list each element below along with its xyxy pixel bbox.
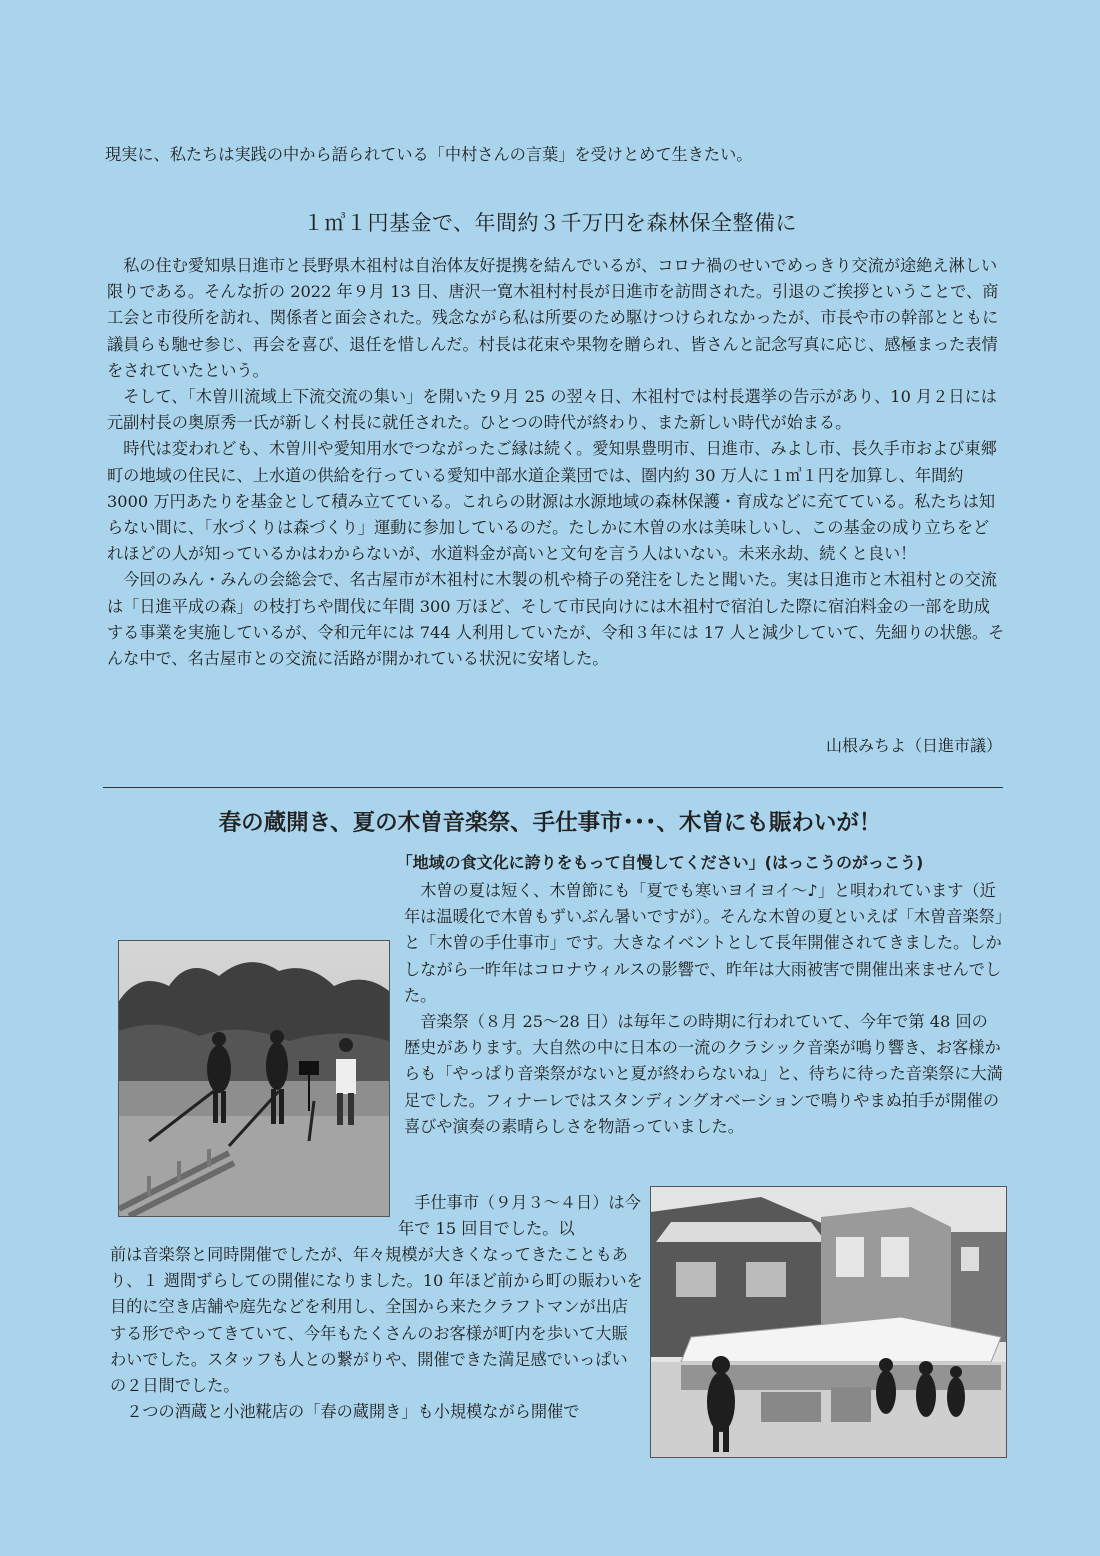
article2-body-bottom <box>110 1242 643 1425</box>
article1-paragraph: そして、「木曽川流域上下流交流の集い」を開いた９月 25 の翌々日、木祖村では村長選挙の告示があり、10 月２日には元副村長の奥原秀一氏が新しく村長に就任された。ひとつの時代が終わり、また新しい時代が始まる。 <box>107 387 997 433</box>
section-divider <box>103 787 1003 788</box>
article2-body-top <box>404 878 1004 1140</box>
article1-paragraph: 時代は変われども、木曽川や愛知用水でつながったご縁は続く。愛知県豊明市、日進市、みよし市、長久手市および東郷町の地域の住民に、上水道の供給を行っている愛知中部水道企業団では、圏内約 30 万人に１㎥１円を加算し、年間約 3000 万円あたりを基金として積み立てている。これらの財源は水源地域の森林保護・育成などに充てている。私たちは知らない間に、「水づくりは森づくり」運動に参加しているのだ。たしかに木曽の水は美味しいし、この基金の成り立ちをどれほどの人が知っているかはわからないが、水道料金が高いと文句を言う人はいない。未来永劫、続くと良い！ <box>107 439 997 564</box>
article1-signature: 山根みちよ（日進市議） <box>825 736 1002 755</box>
article2-paragraph: ２つの酒蔵と小池糀店の「春の蔵開き」も小規模ながら開催で <box>126 1402 580 1422</box>
article1-paragraph: 私の住む愛知県日進市と長野県木祖村は自治体友好提携を結んでいるが、コロナ禍のせいでめっきり交流が途絶え淋しい限りである。そんな折の 2022 年９月 13 日、唐沢一寛木祖村村長が日進市を訪問された。引退のご挨拶ということで、商工会と市役所を訪れ、関係者と面会された。残念ながら私は所要のため駆けつけられなかったが、市長や市の幹部とともに議員らも馳せ参じ、再会を喜び、退任を惜しんだ。村長は花束や果物を贈られ、皆さんと記念写真に応じ、感極まった表情をされていたという。 <box>107 256 999 380</box>
article1-body <box>107 253 1005 672</box>
article2-paragraph: 前は音楽祭と同時開催でしたが、年々規模が大きくなってきたこともあり、１ 週間ずらしての開催になりました。10 年ほど前から町の賑わいを目的に空き店舗や庭先などを利用し、全国から来たクラフトマンが出店する形でやってきていて、今年もたくさんのお客様が町内を歩いて大賑わいでした。スタッフも人との繋がりや、開催できた満足感でいっぱいの２日間でした。 <box>110 1245 643 1396</box>
article2-paragraph: 木曽の夏は短く、木曽節にも「夏でも寒いヨイヨイ～♪」と唄われています（近年は温暖化で木曽もずいぶん暑いですが）。そんな木曽の夏といえば「木曽音楽祭」と「木曽の手仕事市」です。大きなイベントとして長年開催されてきました。しかしながら一昨年はコロナウィルスの影響で、昨年は大雨被害で開催出来ませんでした。 <box>404 881 1003 1005</box>
craft-fair-photo <box>650 1186 1007 1458</box>
article2-subtitle: 「地域の食文化に誇りをもって自慢してください」(はっこうのがっこう) <box>396 853 924 872</box>
article1-paragraph: 今回のみん・みんの会総会で、名古屋市が木祖村に木製の机や椅子の発注をしたと聞いた。実は日進市と木祖村との交流は「日進平成の森」の枝打ちや間伐に年間 300 万ほど、そして市民向けには木祖村で宿泊した際に宿泊料金の一部を助成する事業を実施しているが、令和元年には 744 人利用していたが、令和３年には 17 人と減少していて、先細りの状態。そんな中で、名古屋市との交流に活路が開かれている状況に安堵した。 <box>107 570 1005 669</box>
article1-title: １㎥１円基金で、年間約３千万円を森林保全整備に <box>302 211 798 235</box>
article2-title: 春の蔵開き、夏の木曽音楽祭、手仕事市･･･、木曽にも賑わいが！ <box>218 810 882 836</box>
music-festival-photo <box>118 940 390 1217</box>
intro-line: 現実に、私たちは実践の中から語られている「中村さんの言葉」を受けとめて生きたい。 <box>105 145 753 164</box>
article2-paragraph: 音楽祭（８月 25～28 日）は毎年この時期に行われていて、今年で第 48 回の歴史があります。大自然の中に日本の一流のクラシック音楽が鳴り響き、お客様からも「やっぱり音楽祭がないと夏が終わらないね」と、待ちに待った音楽祭に大満足でした。フィナーレではスタンディングオベーションで鳴りやまぬ拍手が開催の喜びや演奏の素晴らしさを物語っていました。 <box>404 1012 1003 1136</box>
article2-body-mid: 手仕事市（９月３～４日）は今年で 15 回目でした。以 <box>398 1193 641 1239</box>
